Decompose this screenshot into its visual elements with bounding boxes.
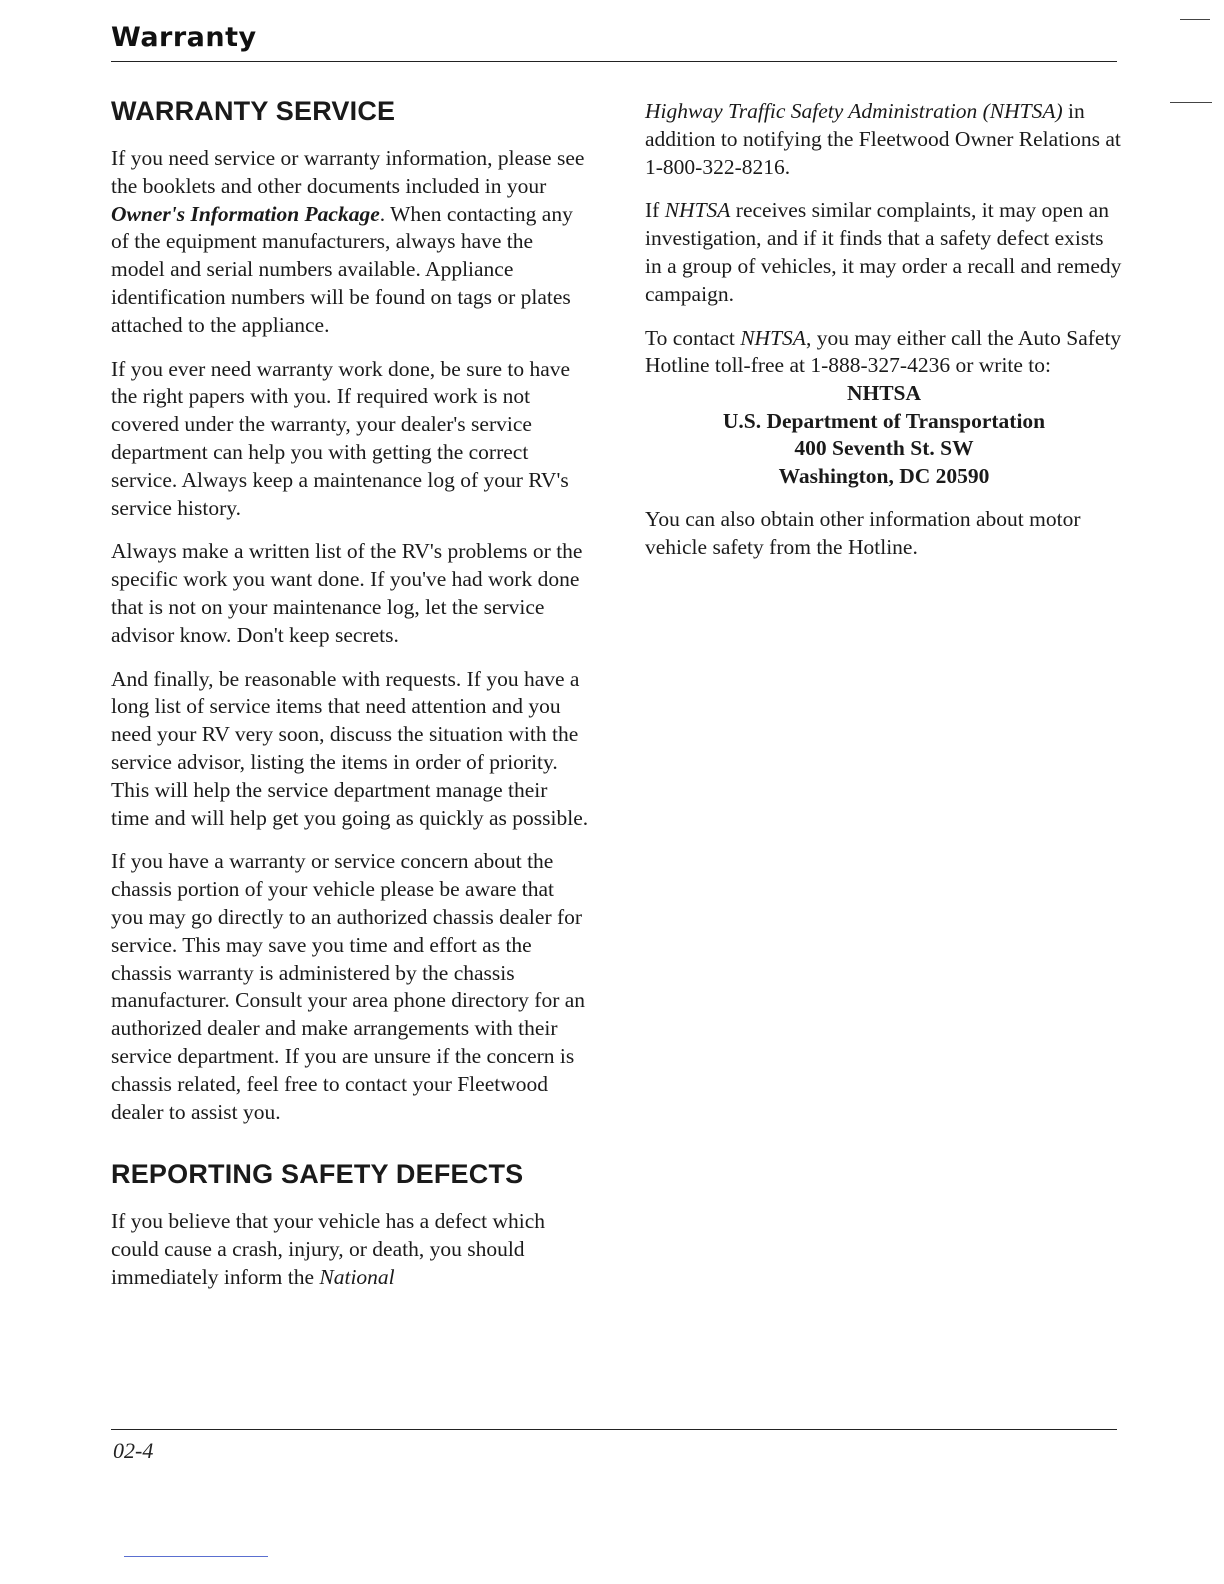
nhtsa-paragraph-4: You can also obtain other information about motor vehicle safety from the Hotline. [645, 507, 1081, 559]
nhtsa-paragraph-3-text-b: , you may either call the Auto Safety Hotline toll-free at 1-888-327-4236 or write to: [645, 325, 1122, 378]
nhtsa-paragraph-2 [645, 197, 1123, 308]
warranty-paragraph-4: And finally, be reasonable with requests. If you have a long list of service items that need attention and you need your RV very soon, discuss the situation with the service advisor, listing the items in order of priority. This will help the service department manage their time and will help get you going as quickly as possible. [111, 666, 589, 830]
bottom-edge-line [124, 1556, 268, 1557]
address-line-4: Washington, DC 20590 [778, 463, 990, 488]
left-column [111, 95, 589, 1308]
reporting-paragraph-1-text: If you believe that your vehicle has a defect which could cause a crash, injury, or death, you should immediately inform the [111, 1209, 545, 1289]
warranty-paragraph-5: If you have a warranty or service concern about the chassis portion of your vehicle please be aware that you may go directly to an authorized chassis dealer for service. This may save you time and effort as the chassis warranty is administered by the chassis manufacturer. Consult your area phone directory for an authorized dealer and make arrangements with their service department. If you are unsure if the concern is chassis related, feel free to contact your Fleetwood dealer to assist you. [111, 849, 586, 1124]
nhtsa-paragraph-3-text-a: To contact [645, 325, 741, 350]
margin-mark-top-right [1180, 19, 1210, 20]
nhtsa-paragraph-1-text: in addition to notifying the Fleetwood Owner Relations at 1-800-322-8216. [645, 99, 1121, 179]
nhtsa-full-name: Highway Traffic Safety Administration (NHTSA) [645, 99, 1063, 123]
page-header-title: Warranty [111, 22, 257, 53]
warranty-service-heading: WARRANTY SERVICE [111, 96, 396, 126]
nhtsa-paragraph-3 [645, 325, 1123, 381]
national-emphasis: National [319, 1264, 395, 1289]
header-divider [111, 61, 1117, 62]
reporting-paragraph-1 [111, 1208, 589, 1291]
owners-information-package-reference: Owner's Information Package [111, 201, 380, 226]
warranty-paragraph-3: Always make a written list of the RV's problems or the specific work you want done. If you've had work done that is not on your maintenance log, let the service advisor know. Don't keep secrets. [111, 539, 583, 647]
nhtsa-paragraph-2-text-a: If [645, 198, 665, 223]
right-column [645, 98, 1123, 578]
footer-divider [111, 1429, 1117, 1430]
warranty-paragraph-1-text-a: If you need service or warranty information, please see the booklets and other documents included in your [111, 146, 585, 198]
nhtsa-paragraph-1 [645, 98, 1123, 181]
address-line-1: NHTSA [846, 381, 922, 406]
margin-mark-right [1170, 102, 1212, 103]
page-number: 02-4 [113, 1438, 154, 1463]
reporting-safety-defects-heading: REPORTING SAFETY DEFECTS [111, 1159, 524, 1190]
nhtsa-mailing-address [645, 380, 1123, 490]
nhtsa-abbrev-1: NHTSA [664, 198, 731, 223]
warranty-paragraph-1 [111, 145, 589, 340]
warranty-paragraph-2: If you ever need warranty work done, be sure to have the right papers with you. If required work is not covered under the warranty, your dealer's service department can help you with getting the correct service. Always keep a maintenance log of your RV's service history. [111, 356, 571, 520]
address-line-3: 400 Seventh St. SW [794, 436, 974, 461]
nhtsa-paragraph-2-text-b: receives similar complaints, it may open an investigation, and if it finds that a safety defect exists in a group of vehicles, it may order a recall and remedy campaign. [645, 198, 1122, 306]
nhtsa-abbrev-2: NHTSA [740, 325, 806, 350]
warranty-paragraph-1-text-b: . When contacting any of the equipment manufacturers, always have the model and serial numbers available. Appliance identification numbers will be found on tags or plates attached to the appliance. [111, 201, 573, 337]
address-line-2: U.S. Department of Transportation [722, 408, 1046, 433]
